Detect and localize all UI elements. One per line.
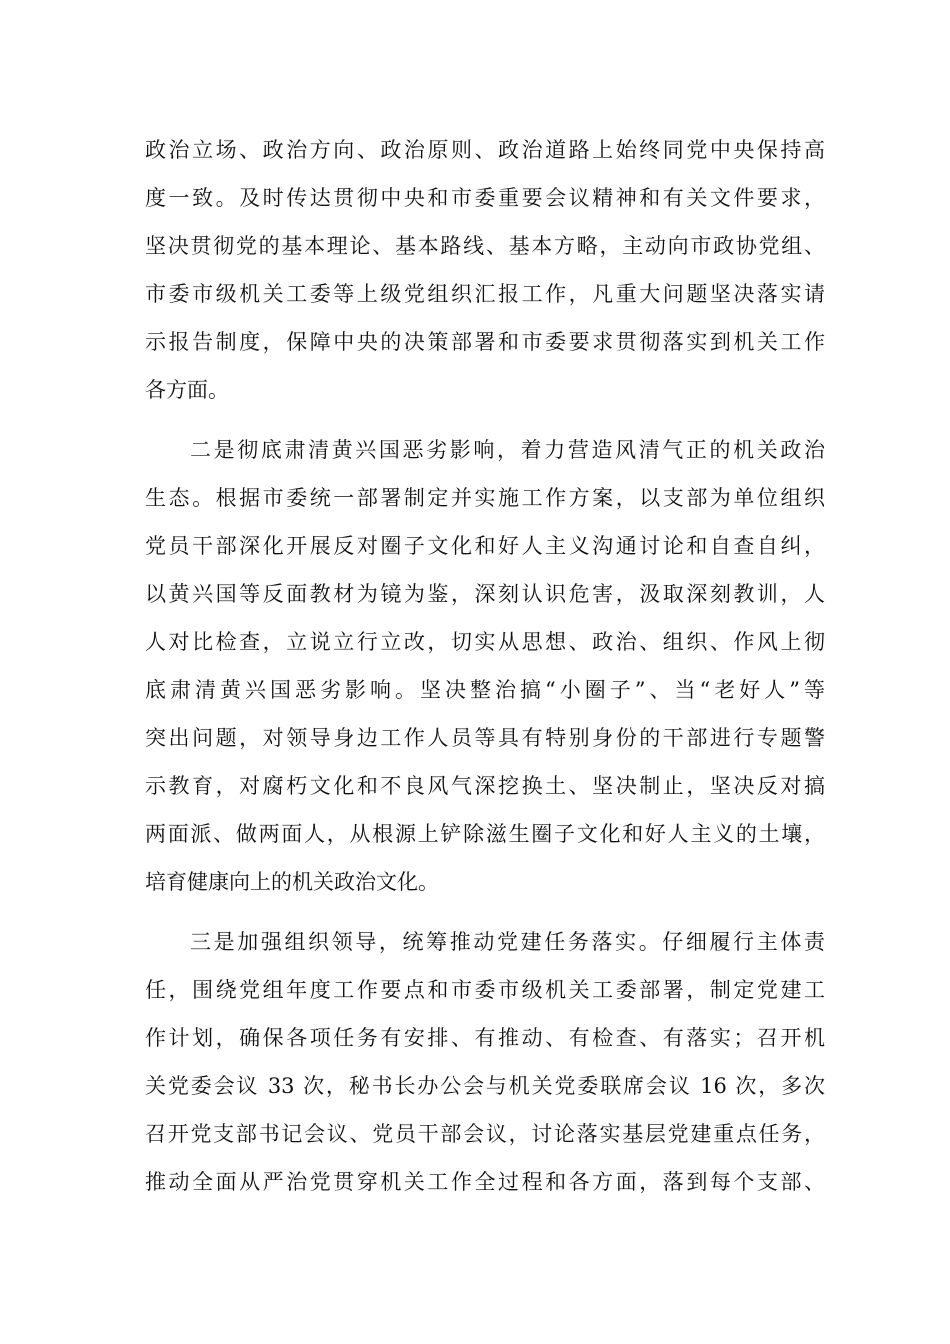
- paragraph-2-first-line: 二是彻底肃清黄兴国恶劣影响，着力营造风清气正的机关政治: [190, 438, 825, 462]
- text-line-15: 两面派、做两面人，从根源上铲除滋生圈子文化和好人主义的土壤，: [145, 822, 825, 846]
- text-line-13: 突出问题，对领导身边工作人员等具有特别身份的干部进行专题警: [145, 726, 825, 750]
- text-line-22: 推动全面从严治党贯穿机关工作全过程和各方面，落到每个支部、: [145, 1170, 825, 1194]
- text-line-8: 生态。根据市委统一部署制定并实施工作方案，以支部为单位组织: [145, 486, 825, 510]
- text-line-11: 人对比检查，立说立行立改，切实从思想、政治、组织、作风上彻: [145, 630, 825, 654]
- text-line-20: 关党委会议 33 次，秘书长办公会与机关党委联席会议 16 次，多次: [145, 1074, 825, 1098]
- text-line-16: 培育健康向上的机关政治文化。: [145, 870, 439, 894]
- paragraph-3-first-line: 三是加强组织领导，统筹推动党建任务落实。仔细履行主体责: [190, 930, 825, 954]
- text-line-9: 党员干部深化开展反对圈子文化和好人主义沟通讨论和自查自纠，: [145, 534, 825, 558]
- text-line-2: 度一致。及时传达贯彻中央和市委重要会议精神和有关文件要求，: [145, 186, 825, 210]
- text-line-14: 示教育，对腐朽文化和不良风气深挖换土、坚决制止，坚决反对搞: [145, 774, 825, 798]
- text-line-5: 示报告制度，保障中央的决策部署和市委要求贯彻落实到机关工作: [145, 330, 825, 354]
- text-line-21: 召开党支部书记会议、党员干部会议，讨论落实基层党建重点任务，: [145, 1122, 825, 1146]
- text-line-12: 底肃清黄兴国恶劣影响。坚决整治搞“小圈子”、当“老好人”等: [145, 678, 825, 702]
- text-line-4: 市委市级机关工委等上级党组织汇报工作，凡重大问题坚决落实请: [145, 282, 825, 306]
- text-line-18: 任，围绕党组年度工作要点和市委市级机关工委部署，制定党建工: [145, 978, 825, 1002]
- text-line-3: 坚决贯彻党的基本理论、基本路线、基本方略，主动向市政协党组、: [145, 234, 825, 258]
- text-line-19: 作计划，确保各项任务有安排、有推动、有检查、有落实；召开机: [145, 1026, 825, 1050]
- text-line-6: 各方面。: [145, 378, 229, 402]
- text-line-10: 以黄兴国等反面教材为镜为鉴，深刻认识危害，汲取深刻教训，人: [145, 582, 825, 606]
- text-line-1: 政治立场、政治方向、政治原则、政治道路上始终同党中央保持高: [145, 138, 825, 162]
